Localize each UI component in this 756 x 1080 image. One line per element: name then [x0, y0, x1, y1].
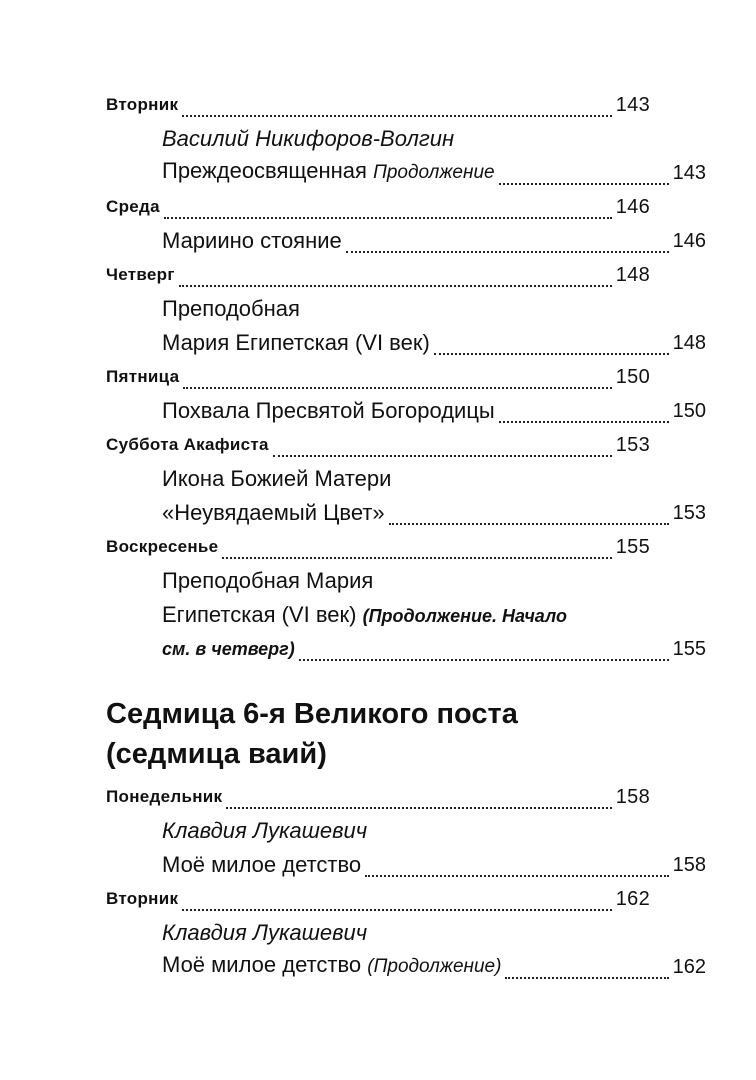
- dot-leader: [434, 353, 669, 355]
- dot-leader: [226, 807, 611, 809]
- dot-leader: [182, 115, 611, 117]
- story-title: Мариино стояние: [162, 228, 342, 253]
- story-title-line: Икона Божией Матери: [162, 466, 392, 491]
- author-name: Василий Никифоров-Волгин: [162, 126, 455, 151]
- dot-leader: [183, 387, 611, 389]
- toc-entry-wednesday[interactable]: [106, 190, 650, 224]
- story-title: Моё милое детство: [162, 852, 362, 877]
- story-note: (Продолжение): [367, 956, 502, 977]
- toc-entry-story[interactable]: [106, 224, 706, 258]
- story-title: «Неувядаемый Цвет»: [162, 500, 385, 525]
- page-number: 158: [615, 786, 650, 808]
- dot-leader: [273, 455, 612, 457]
- page-number: 146: [672, 230, 706, 252]
- section-heading-line: (седмица ваий): [106, 738, 327, 770]
- toc-entry-tuesday-2[interactable]: [106, 882, 650, 916]
- toc-entry-story[interactable]: [106, 848, 706, 882]
- toc-entry-tuesday[interactable]: [106, 88, 650, 122]
- dot-leader: [164, 217, 612, 219]
- day-label: Вторник: [106, 95, 179, 114]
- dot-leader: [182, 909, 611, 911]
- page-number: 155: [615, 536, 650, 558]
- story-title: Похвала Пресвятой Богородицы: [162, 398, 495, 423]
- page-number: 146: [615, 196, 650, 218]
- story-note: (Продолжение. Начало: [362, 606, 567, 626]
- section-heading-line: Седмица 6-я Великого поста: [106, 698, 518, 730]
- dot-leader: [499, 421, 669, 423]
- dot-leader: [505, 977, 668, 979]
- section-heading: [106, 694, 650, 774]
- table-of-contents: [106, 88, 706, 984]
- page-number: 162: [672, 956, 706, 978]
- day-label: Воскресенье: [106, 537, 219, 556]
- toc-entry-story[interactable]: [106, 950, 706, 984]
- page-number: 153: [615, 434, 650, 456]
- page-number: 143: [615, 94, 650, 116]
- toc-entry-story[interactable]: [106, 632, 706, 666]
- story-title: Моё милое детство (Продолжение): [162, 952, 502, 977]
- story-note: см. в четверг): [162, 639, 295, 659]
- day-label: Вторник: [106, 889, 179, 908]
- toc-entry-thursday[interactable]: [106, 258, 650, 292]
- toc-entry-story[interactable]: [106, 326, 706, 360]
- story-title: Мария Египетская (VI век): [162, 330, 430, 355]
- dot-leader: [365, 875, 668, 877]
- dot-leader: [179, 285, 612, 287]
- story-title: Преждеосвященная Продолжение: [162, 158, 495, 183]
- page-number: 148: [672, 332, 706, 354]
- dot-leader: [299, 659, 669, 661]
- page-number: 153: [672, 502, 706, 524]
- toc-entry-story[interactable]: [106, 496, 706, 530]
- day-label: Четверг: [106, 265, 175, 284]
- toc-entry-story[interactable]: [106, 394, 706, 428]
- day-label: Суббота Акафиста: [106, 435, 269, 454]
- toc-entry-friday[interactable]: [106, 360, 650, 394]
- dot-leader: [499, 183, 669, 185]
- page-number: 158: [672, 854, 706, 876]
- author-name: Клавдия Лукашевич: [162, 920, 368, 945]
- dot-leader: [346, 251, 669, 253]
- dot-leader: [222, 557, 611, 559]
- toc-entry-monday[interactable]: [106, 780, 650, 814]
- story-title-line: Египетская (VI век) (Продолжение. Начало: [162, 602, 567, 627]
- toc-entry-saturday[interactable]: [106, 428, 650, 462]
- page-number: 148: [615, 264, 650, 286]
- dot-leader: [389, 523, 669, 525]
- page-number: 162: [615, 888, 650, 910]
- page-number: 150: [672, 400, 706, 422]
- page-number: 143: [672, 162, 706, 184]
- page-number: 155: [672, 638, 706, 660]
- day-label: Среда: [106, 197, 160, 216]
- day-label: Пятница: [106, 367, 180, 386]
- toc-entry-sunday[interactable]: [106, 530, 650, 564]
- story-note: Продолжение: [373, 162, 495, 183]
- toc-entry-story[interactable]: [106, 156, 706, 190]
- author-name: Клавдия Лукашевич: [162, 818, 368, 843]
- day-label: Понедельник: [106, 787, 223, 806]
- story-title-line: Преподобная Мария: [162, 568, 374, 593]
- story-title-line: Преподобная: [162, 296, 300, 321]
- page-number: 150: [615, 366, 650, 388]
